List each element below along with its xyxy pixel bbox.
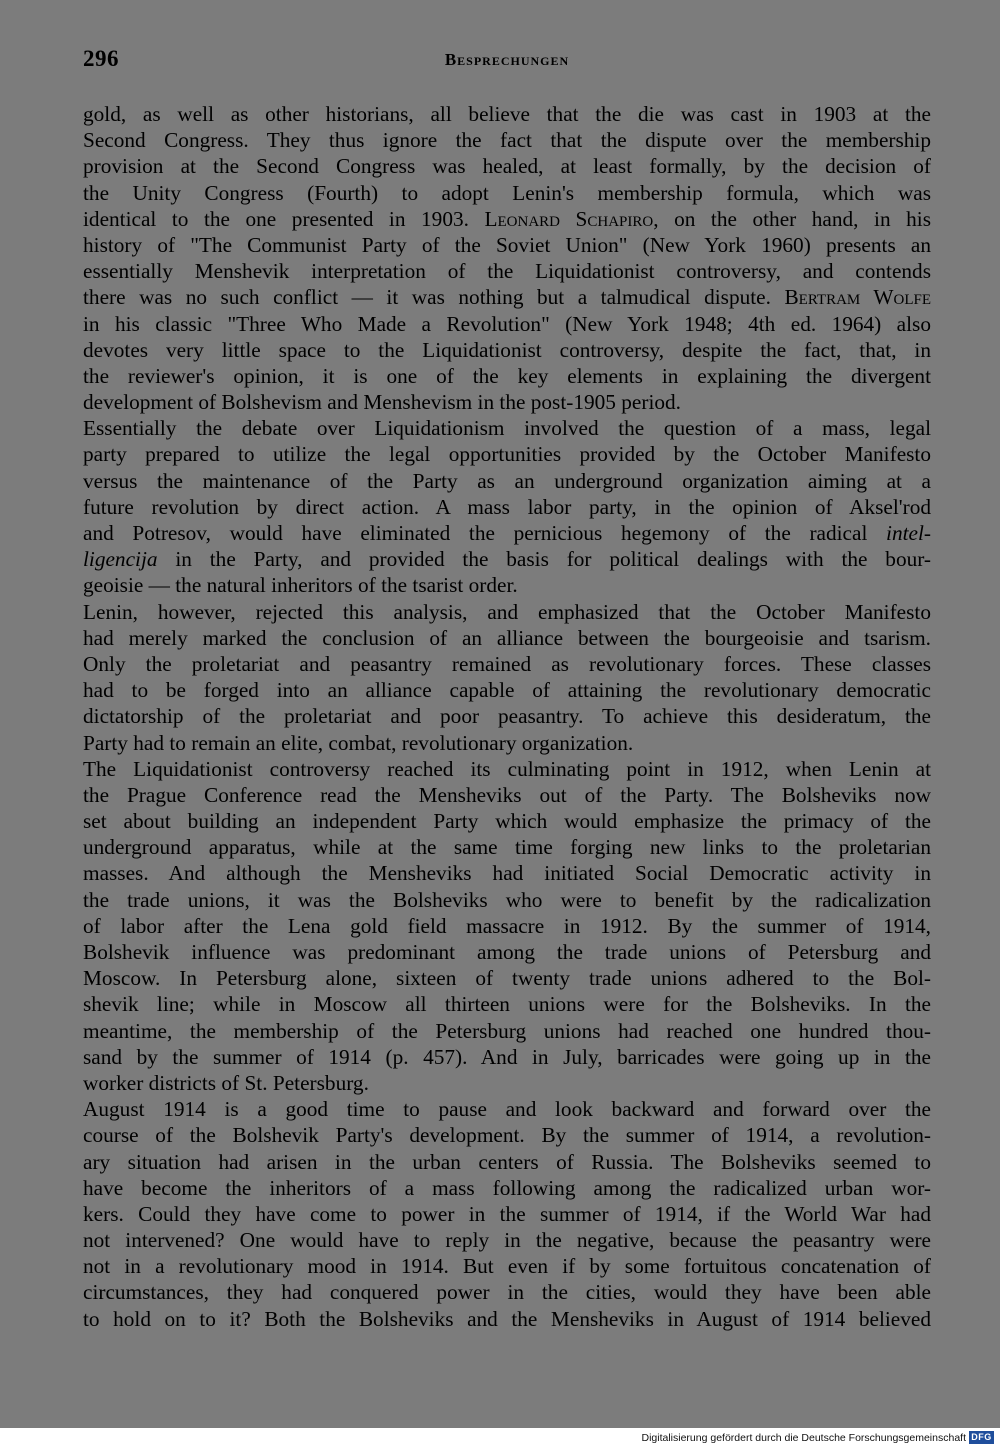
text-line: ligencija in the Party, and provided the basis for political dealings with the bour-	[83, 547, 931, 572]
text-line: the reviewer's opinion, it is one of the key elements in explaining the divergent	[83, 363, 931, 388]
text-line: party prepared to utilize the legal opportunities provided by the October Manifesto	[83, 442, 931, 467]
text-line: kers. Could they have come to power in the summer of 1914, if the World War had	[83, 1201, 931, 1226]
text-line: future revolution by direct action. A mass labor party, in the opinion of Aksel'rod	[83, 494, 931, 519]
text-line: devotes very little space to the Liquidationist controversy, despite the fact, that, in	[83, 337, 931, 362]
page-header	[83, 44, 931, 78]
text-line: underground apparatus, while at the same time forging new links to the proletarian	[83, 835, 931, 860]
italic-term: ligencija	[83, 547, 158, 572]
text-line: in his classic "Three Who Made a Revolution" (New York 1948; 4th ed. 1964) also	[83, 311, 931, 336]
text-line: the trade unions, it was the Bolsheviks who were to benefit by the radicalization	[83, 887, 931, 912]
author-name: Bertram Wolfe	[784, 285, 931, 310]
text-line: essentially Menshevik interpretation of the Liquidationist controversy, and contends	[83, 259, 931, 284]
page-number: 296	[83, 46, 119, 71]
text-line: and Potresov, would have eliminated the pernicious hegemony of the radical intel-	[83, 521, 931, 545]
text-line: August 1914 is a good time to pause and look backward and forward over the	[83, 1097, 931, 1122]
running-head: Besprechungen	[444, 50, 570, 69]
text-line: Second Congress. They thus ignore the fact that the dispute over the membership	[83, 128, 931, 153]
text-line: shevik line; while in Moscow all thirteen unions were for the Bolsheviks. In the	[83, 992, 931, 1017]
text-line: masses. And although the Mensheviks had initiated Social Democratic activity in	[83, 861, 931, 886]
italic-term: intel-	[886, 521, 931, 545]
text-line: Essentially the debate over Liquidationism involved the question of a mass, legal	[83, 416, 931, 441]
text-line: circumstances, they had conquered power in the cities, would they have been able	[83, 1280, 931, 1305]
text-line: sand by the summer of 1914 (p. 457). And in July, barricades were going up in the	[83, 1044, 931, 1069]
text-line: history of "The Communist Party of the Soviet Union" (New York 1960) presents an	[83, 232, 931, 257]
text-line: versus the maintenance of the Party as an underground organization aiming at a	[83, 468, 931, 493]
text-line: development of Bolshevism and Menshevism in the post-1905 period.	[83, 390, 682, 415]
text-line: the Unity Congress (Fourth) to adopt Lenin's membership formula, which was	[83, 180, 931, 205]
text-line: had to be forged into an alliance capable of attaining the revolutionary democratic	[83, 678, 931, 703]
text-line: of labor after the Lena gold field massacre in 1912. By the summer of 1914,	[83, 913, 931, 938]
paragraph	[83, 599, 931, 756]
text-line: set about building an independent Party which would emphasize the primacy of the	[83, 809, 931, 834]
text-line: meantime, the membership of the Petersburg unions had reached one hundred thou-	[83, 1018, 931, 1043]
text-line: Party had to remain an elite, combat, revolutionary organization.	[83, 730, 634, 755]
author-name: Leonard Schapiro	[484, 206, 654, 231]
paragraph	[83, 415, 931, 598]
text-line: gold, as well as other historians, all believe that the die was cast in 1903 at the	[83, 102, 931, 126]
text-line: Moscow. In Petersburg alone, sixteen of twenty trade unions adhered to the Bol-	[83, 966, 931, 991]
text-line: had merely marked the conclusion of an alliance between the bourgeoisie and tsarism.	[83, 625, 931, 650]
digitization-footer	[0, 1428, 1000, 1447]
text-line: Bolshevik influence was predominant among the trade unions of Petersburg and	[83, 940, 931, 964]
text-line: Only the proletariat and peasantry remained as revolutionary forces. These classes	[83, 651, 931, 676]
text-line: not in a revolutionary mood in 1914. But even if by some fortuitous concatenation of	[83, 1254, 931, 1279]
text-line: have become the inheritors of a mass following among the radicalized urban wor-	[83, 1175, 931, 1200]
text-line: the Prague Conference read the Mensheviks out of the Party. The Bolsheviks now	[83, 782, 931, 807]
text-line: worker districts of St. Petersburg.	[83, 1070, 369, 1095]
page-body-text	[83, 101, 931, 1332]
dfg-logo-icon: DFG	[969, 1431, 994, 1444]
text-line: geoisie — the natural inheritors of the tsarist order.	[83, 573, 518, 598]
paragraph	[83, 756, 931, 1096]
text-line: identical to the one presented in 1903. Leonard Schapiro, on the other hand, in his	[83, 206, 931, 231]
text-line: ary situation had arisen in the urban centers of Russia. The Bolsheviks seemed to	[83, 1149, 931, 1174]
text-line: there was no such conflict — it was nothing but a talmudical dispute. Bertram Wolfe	[83, 285, 931, 310]
funding-credit: Digitalisierung gefördert durch die Deutsche Forschungsgemeinschaft	[641, 1432, 966, 1444]
text-line: The Liquidationist controversy reached its culminating point in 1912, when Lenin at	[83, 756, 931, 781]
paragraph	[83, 101, 931, 415]
text-line: to hold on to it? Both the Bolsheviks and the Mensheviks in August of 1914 believed	[83, 1306, 931, 1331]
paragraph	[83, 1096, 931, 1332]
text-line: Lenin, however, rejected this analysis, and emphasized that the October Manifesto	[83, 599, 931, 624]
text-line: dictatorship of the proletariat and poor peasantry. To achieve this desideratum, the	[83, 704, 931, 729]
text-line: not intervened? One would have to reply in the negative, because the peasantry were	[83, 1228, 931, 1253]
text-line: provision at the Second Congress was healed, at least formally, by the decision of	[83, 154, 931, 179]
text-line: course of the Bolshevik Party's development. By the summer of 1914, a revolution-	[83, 1123, 931, 1148]
